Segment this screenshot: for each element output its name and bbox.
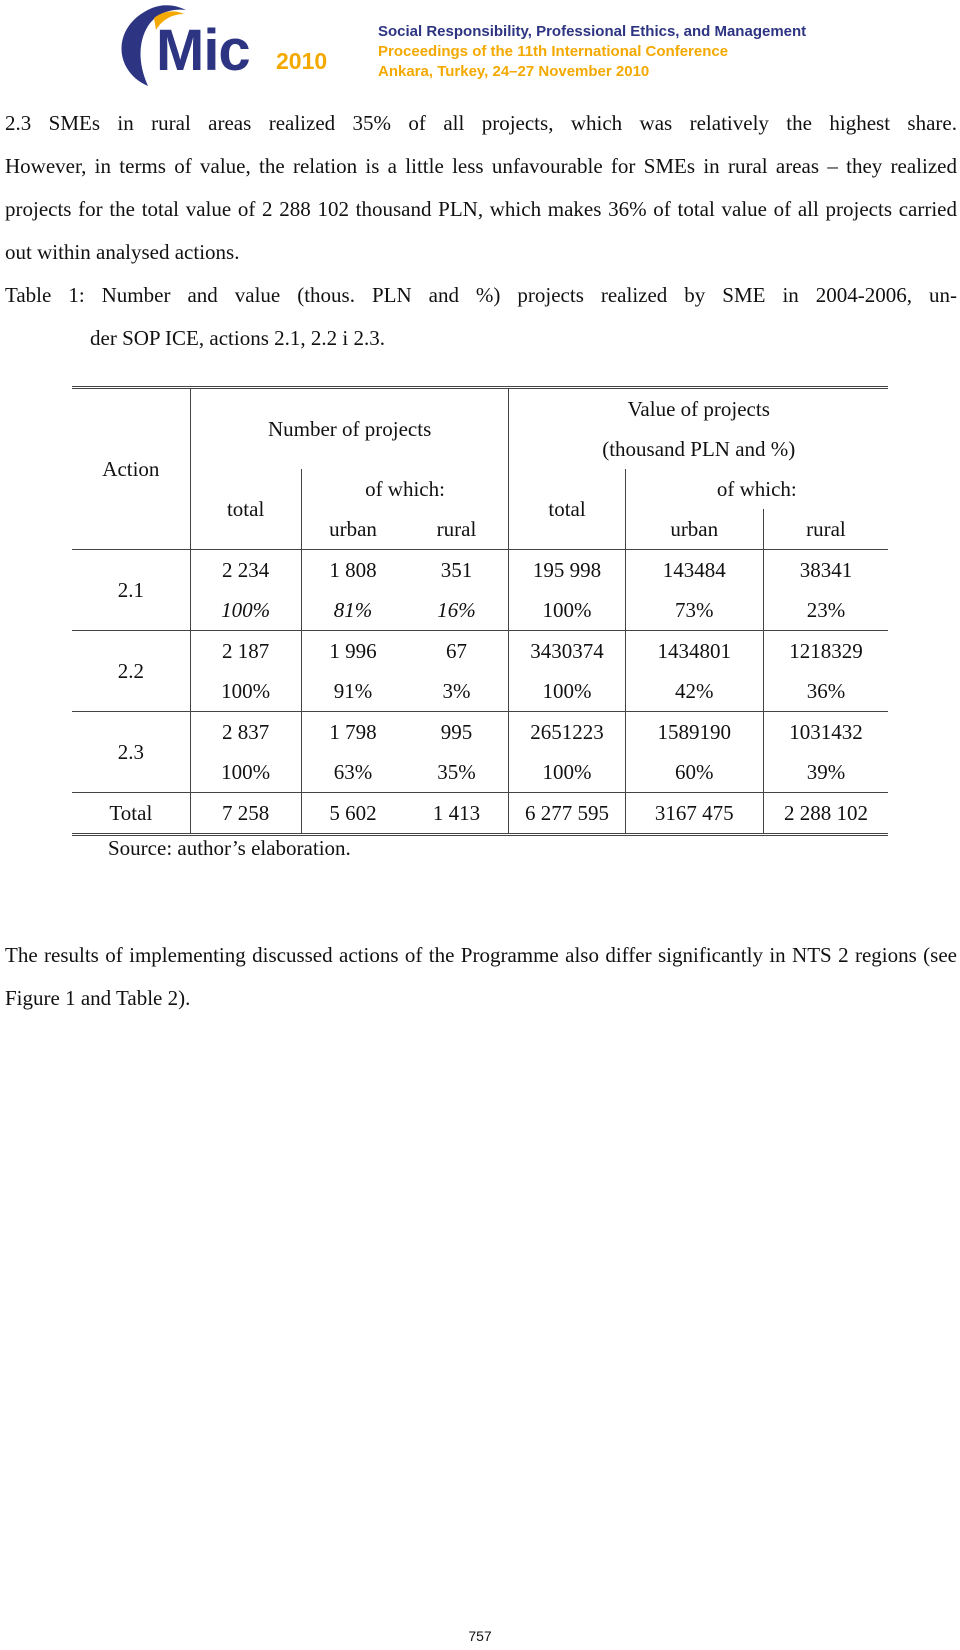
header-value-rural: rural bbox=[763, 509, 888, 550]
cell: 2 234 bbox=[190, 550, 301, 591]
conference-info bbox=[378, 22, 806, 82]
cell: 100% bbox=[190, 752, 301, 793]
cell: 2 837 bbox=[190, 712, 301, 753]
table-row bbox=[72, 671, 888, 712]
table-caption-line: der SOP ICE, actions 2.1, 2.2 i 2.3. bbox=[90, 326, 385, 350]
conference-location-date: Ankara, Turkey, 24–27 November 2010 bbox=[378, 63, 650, 80]
table-row bbox=[72, 712, 888, 753]
table-total-row bbox=[72, 793, 888, 835]
cell: 91% bbox=[301, 671, 404, 712]
table-row bbox=[72, 590, 888, 631]
header-number-urban: urban bbox=[301, 509, 404, 550]
header-number-rural: rural bbox=[436, 517, 477, 541]
cell: 81% bbox=[301, 590, 404, 631]
cell: 38341 bbox=[763, 550, 888, 591]
cell: 1218329 bbox=[763, 631, 888, 672]
header-value-unit: (thousand PLN and %) bbox=[509, 429, 888, 469]
cell: 100% bbox=[509, 752, 625, 793]
cell: 16% bbox=[437, 598, 476, 622]
cell: 23% bbox=[763, 590, 888, 631]
logo-year-text: 2010 bbox=[276, 48, 328, 74]
conference-title: Social Responsibility, Professional Ethics, and Management bbox=[378, 23, 807, 40]
table-caption bbox=[5, 274, 957, 360]
paragraph-line: 2.3 SMEs in rural areas realized 35% of all projects, which was relatively the highest share. bbox=[5, 111, 957, 135]
header-number-of-projects: Number of projects bbox=[190, 388, 509, 470]
cell: 1 413 bbox=[404, 793, 509, 835]
cell: 143484 bbox=[625, 550, 763, 591]
header-action: Action bbox=[72, 388, 190, 550]
header-number-total: total bbox=[190, 469, 301, 550]
cell: 7 258 bbox=[190, 793, 301, 835]
cell: 6 277 595 bbox=[509, 793, 625, 835]
cell: 35% bbox=[437, 760, 476, 784]
cell: 3% bbox=[442, 679, 471, 703]
row-action: 2.2 bbox=[72, 631, 190, 712]
table-row bbox=[72, 752, 888, 793]
cell: 2 187 bbox=[190, 631, 301, 672]
header-value-of-which: of which: bbox=[625, 469, 888, 509]
header-number-of-which: of which: bbox=[301, 469, 509, 509]
page-number: 757 bbox=[468, 1628, 492, 1644]
paragraph: The results of implementing discussed actions of the Programme also differ significantly in NTS 2 regions (see Figure 1 and Table 2). bbox=[5, 943, 957, 1010]
page-header bbox=[0, 0, 960, 95]
cell: 2651223 bbox=[509, 712, 625, 753]
cell: 351 bbox=[404, 550, 509, 591]
cell: 100% bbox=[509, 590, 625, 631]
cell: 1 808 bbox=[301, 550, 404, 591]
cell: 60% bbox=[625, 752, 763, 793]
cell: 36% bbox=[763, 671, 888, 712]
header-value-of-projects: Value of projects bbox=[509, 388, 888, 430]
cell: 42% bbox=[625, 671, 763, 712]
cell: 67 bbox=[404, 631, 509, 672]
cell: 73% bbox=[625, 590, 763, 631]
row-action: 2.3 bbox=[72, 712, 190, 793]
cell: 195 998 bbox=[509, 550, 625, 591]
cell: 2 288 102 bbox=[763, 793, 888, 835]
cell: 1031432 bbox=[763, 712, 888, 753]
cell: 1589190 bbox=[625, 712, 763, 753]
conference-logo bbox=[108, 2, 348, 94]
logo-mic-text: Mic bbox=[156, 18, 250, 83]
table-source: Source: author’s elaboration. bbox=[108, 836, 351, 860]
cell: 3167 475 bbox=[625, 793, 763, 835]
total-label: Total bbox=[72, 793, 190, 835]
row-action: 2.1 bbox=[72, 550, 190, 631]
cell: 100% bbox=[509, 671, 625, 712]
cell: 63% bbox=[301, 752, 404, 793]
cell: 995 bbox=[404, 712, 509, 753]
cell: 5 602 bbox=[301, 793, 404, 835]
cell: 100% bbox=[190, 590, 301, 631]
header-value-total: total bbox=[509, 469, 625, 550]
cell: 1 798 bbox=[301, 712, 404, 753]
cell: 39% bbox=[763, 752, 888, 793]
cell: 1434801 bbox=[625, 631, 763, 672]
table-caption-line: Table 1: Number and value (thous. PLN and %) projects realized by SME in 2004-2006, un- bbox=[5, 283, 957, 307]
header-value-urban: urban bbox=[625, 509, 763, 550]
table-row bbox=[72, 550, 888, 591]
paragraph: However, in terms of value, the relation is a little less unfavourable for SMEs in rural areas – they realized projects for the total value of 2 288 102 thousand PLN, which makes 36% of total value of all projects carried out within analysed actions. bbox=[5, 154, 957, 264]
cell: 100% bbox=[190, 671, 301, 712]
data-table bbox=[72, 386, 888, 836]
table-row bbox=[72, 631, 888, 672]
cell: 1 996 bbox=[301, 631, 404, 672]
cell: 3430374 bbox=[509, 631, 625, 672]
conference-proceedings: Proceedings of the 11th International Conference bbox=[378, 43, 729, 60]
